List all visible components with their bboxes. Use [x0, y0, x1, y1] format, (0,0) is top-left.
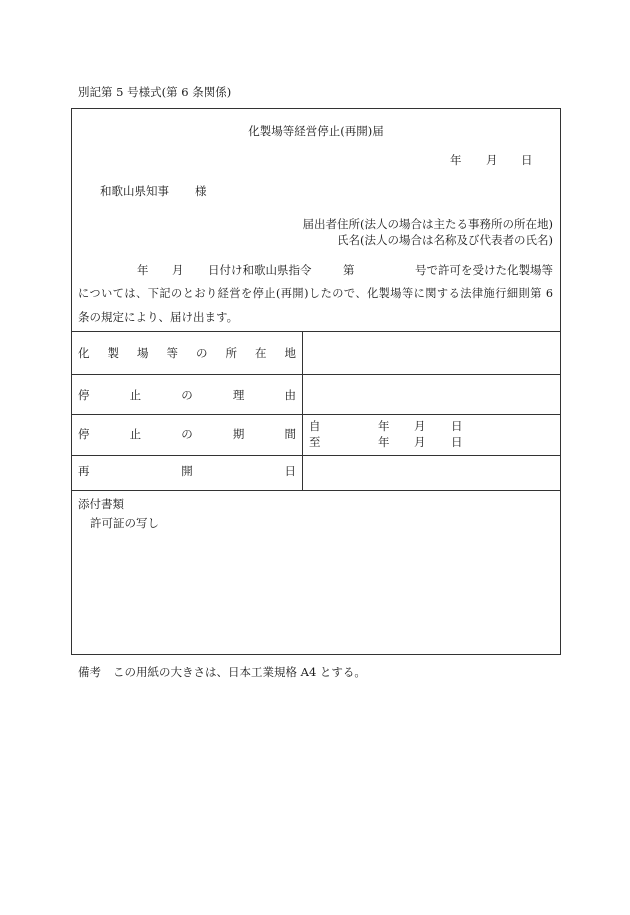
period-to-day: 日	[451, 435, 463, 449]
addressee-honorific: 様	[195, 184, 207, 198]
period-label: 停止の期間	[78, 427, 296, 441]
remark-label: 備考	[78, 665, 101, 679]
applicant-name-label: 氏名(法人の場合は名称及び代表者の氏名)	[337, 233, 553, 247]
statement-month: 月	[172, 263, 184, 277]
row-divider	[71, 414, 561, 415]
reason-label: 停止の理由	[78, 388, 296, 402]
date-day-label: 日	[521, 153, 533, 167]
reopen-date-label: 再開日	[78, 464, 296, 478]
statement-line-3: 条の規定により、届け出ます。	[78, 310, 239, 324]
period-to-year: 年	[378, 435, 390, 449]
statement-year: 年	[137, 263, 149, 277]
period-to-label: 至	[309, 435, 321, 449]
date-year-label: 年	[450, 153, 462, 167]
reason-value-cell	[303, 375, 560, 414]
location-label: 化製場等の所在地	[78, 346, 296, 360]
remark-text: この用紙の大きさは、日本工業規格 A4 とする。	[113, 665, 366, 679]
attachments-label: 添付書類	[78, 497, 124, 511]
period-from-year: 年	[378, 419, 390, 433]
period-from-label: 自	[309, 419, 321, 433]
date-month-label: 月	[486, 153, 498, 167]
statement-line-2: については、下記のとおり経営を停止(再開)したので、化製場等に関する法律施行細則第 6	[78, 287, 553, 300]
location-value-cell	[303, 332, 560, 374]
statement-date-suffix: 日付け和歌山県指令	[208, 263, 312, 277]
period-from-month: 月	[414, 419, 426, 433]
statement-number-prefix: 第	[343, 263, 355, 277]
statement-number-suffix: 号で許可を受けた化製場等	[415, 263, 553, 277]
reopen-date-value-cell	[303, 456, 560, 490]
table-bottom-border	[71, 490, 561, 491]
applicant-address-label: 届出者住所(法人の場合は主たる事務所の所在地)	[302, 217, 553, 231]
form-number: 別記第 5 号様式(第 6 条関係)	[78, 85, 232, 99]
form-title: 化製場等経営停止(再開)届	[248, 124, 384, 138]
attachment-item: 許可証の写し	[90, 516, 159, 530]
addressee-name: 和歌山県知事	[100, 184, 169, 198]
period-from-day: 日	[451, 419, 463, 433]
period-to-month: 月	[414, 435, 426, 449]
